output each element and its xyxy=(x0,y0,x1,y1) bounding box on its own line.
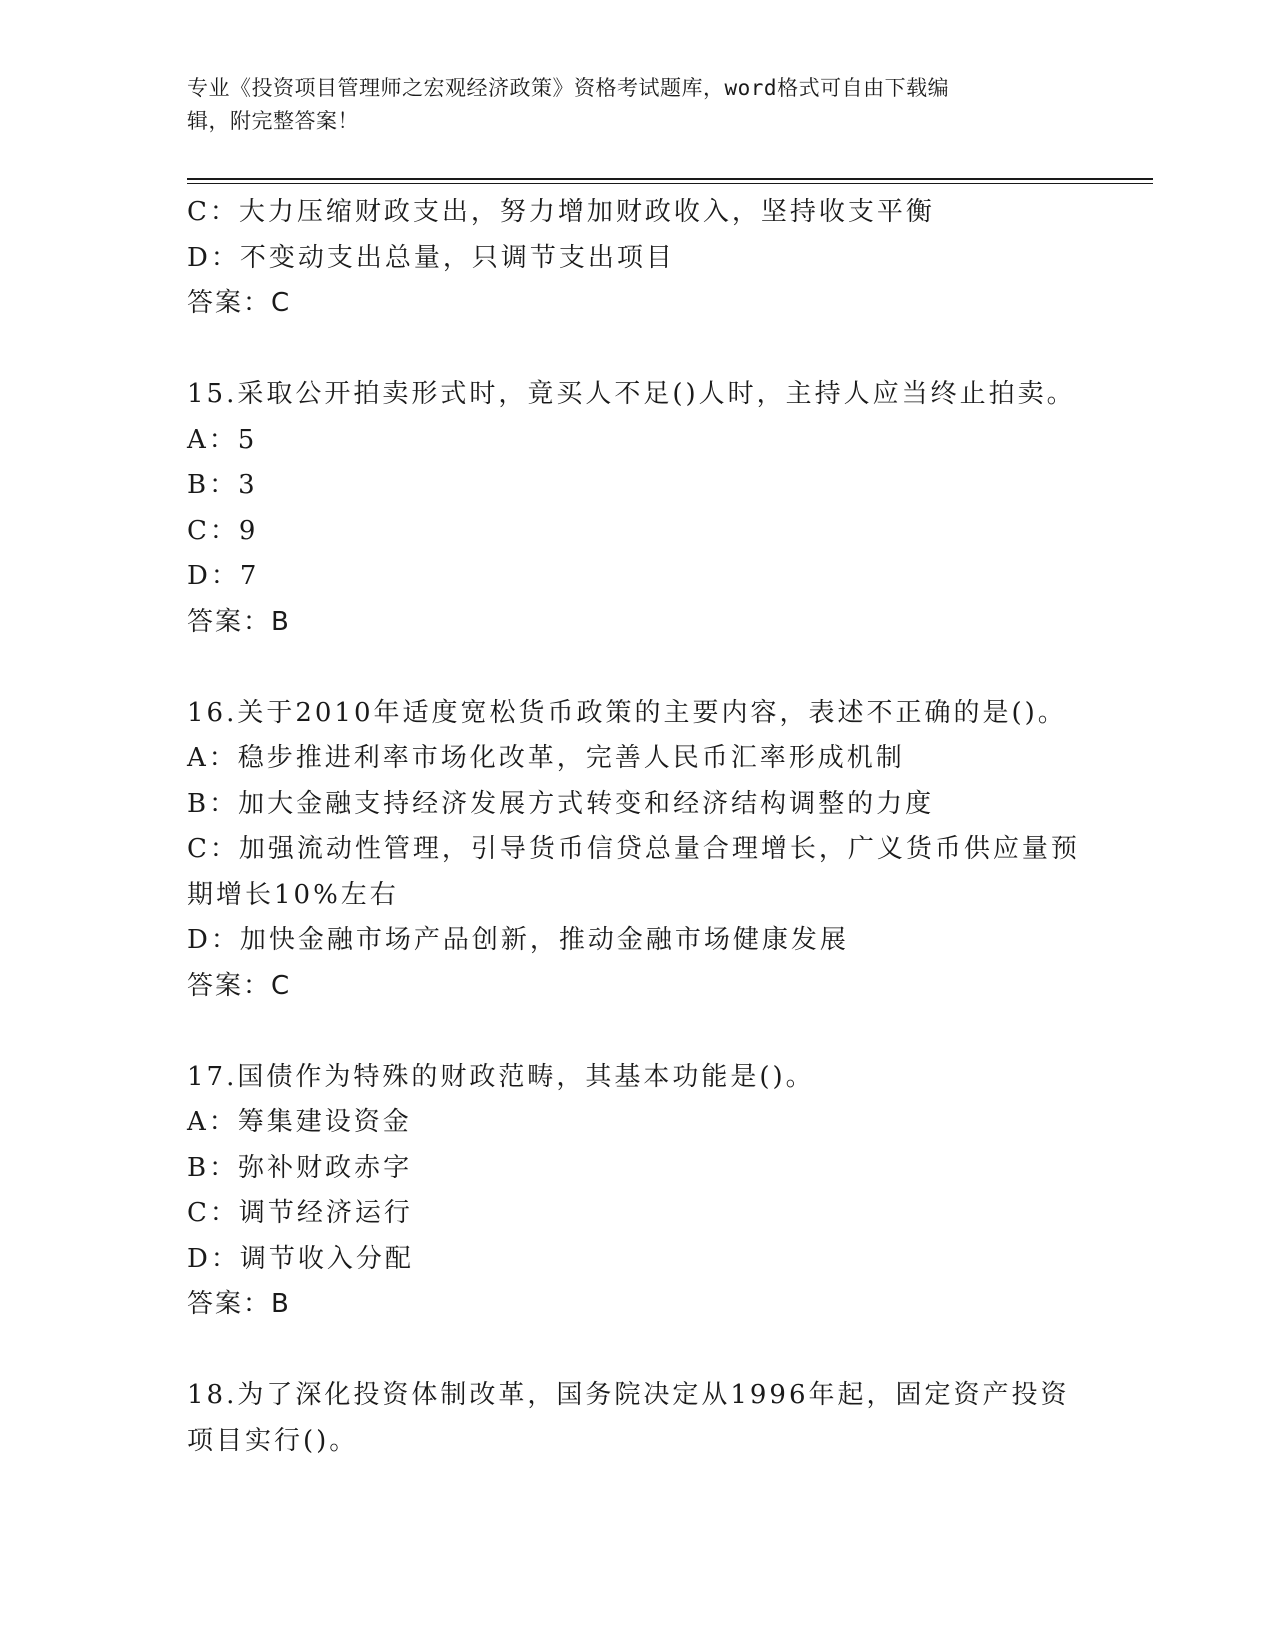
option-b: B：3 xyxy=(187,470,258,500)
question-text: 15.采取公开拍卖形式时，竟买人不足()人时，主持人应当终止拍卖。 xyxy=(187,379,1076,409)
spacer xyxy=(187,645,1087,691)
question-block-16 xyxy=(187,691,1087,1010)
question-text: 18.为了深化投资体制改革，国务院决定从1996年起，固定资产投资 xyxy=(187,1380,1070,1410)
question-text: 16.关于2010年适度宽松货币政策的主要内容，表述不正确的是()。 xyxy=(187,697,1067,728)
option-d: D：调节收入分配 xyxy=(187,1243,414,1274)
option-c: C：大力压缩财政支出，努力增加财政收入，坚持收支平衡 xyxy=(187,197,935,227)
question-block-15 xyxy=(187,372,1087,645)
spacer xyxy=(187,1009,1087,1055)
option-c: C：9 xyxy=(187,515,259,546)
question-block-17 xyxy=(187,1055,1087,1328)
question-block-14 xyxy=(187,190,1087,327)
option-a: A：稳步推进利率市场化改革，完善人民币汇率形成机制 xyxy=(187,743,905,773)
answer: 答案：C xyxy=(187,970,292,1001)
option-c: C：加强流动性管理，引导货币信贷总量合理增长，广义货币供应量预 xyxy=(187,834,1080,864)
spacer xyxy=(187,1328,1087,1374)
question-block-18 xyxy=(187,1373,1087,1464)
option-d: D：7 xyxy=(187,561,260,591)
option-d: D：加快金融市场产品创新，推动金融市场健康发展 xyxy=(187,925,849,955)
option-c: C：调节经济运行 xyxy=(187,1198,413,1228)
question-list xyxy=(187,190,1087,1464)
header-line-1: 专业《投资项目管理师之宏观经济政策》资格考试题库，word格式可自由下载编 xyxy=(187,76,950,100)
answer: 答案：C xyxy=(187,288,292,318)
document-header xyxy=(187,72,1067,138)
header-divider-thin xyxy=(187,183,1153,184)
option-c-continued: 期增长10%左右 xyxy=(187,879,399,910)
option-d: D：不变动支出总量，只调节支出项目 xyxy=(187,242,675,273)
option-b: B：弥补财政赤字 xyxy=(187,1152,413,1183)
answer: 答案：B xyxy=(187,1289,291,1319)
option-a: A：5 xyxy=(187,424,258,455)
question-text-continued: 项目实行()。 xyxy=(187,1425,359,1456)
option-a: A：筹集建设资金 xyxy=(187,1107,412,1137)
option-b: B：加大金融支持经济发展方式转变和经济结构调整的力度 xyxy=(187,788,935,819)
header-line-2: 辑，附完整答案！ xyxy=(187,109,359,133)
answer: 答案：B xyxy=(187,606,291,637)
spacer xyxy=(187,327,1087,373)
header-divider-thick xyxy=(187,178,1153,180)
question-text: 17.国债作为特殊的财政范畴，其基本功能是()。 xyxy=(187,1061,815,1092)
